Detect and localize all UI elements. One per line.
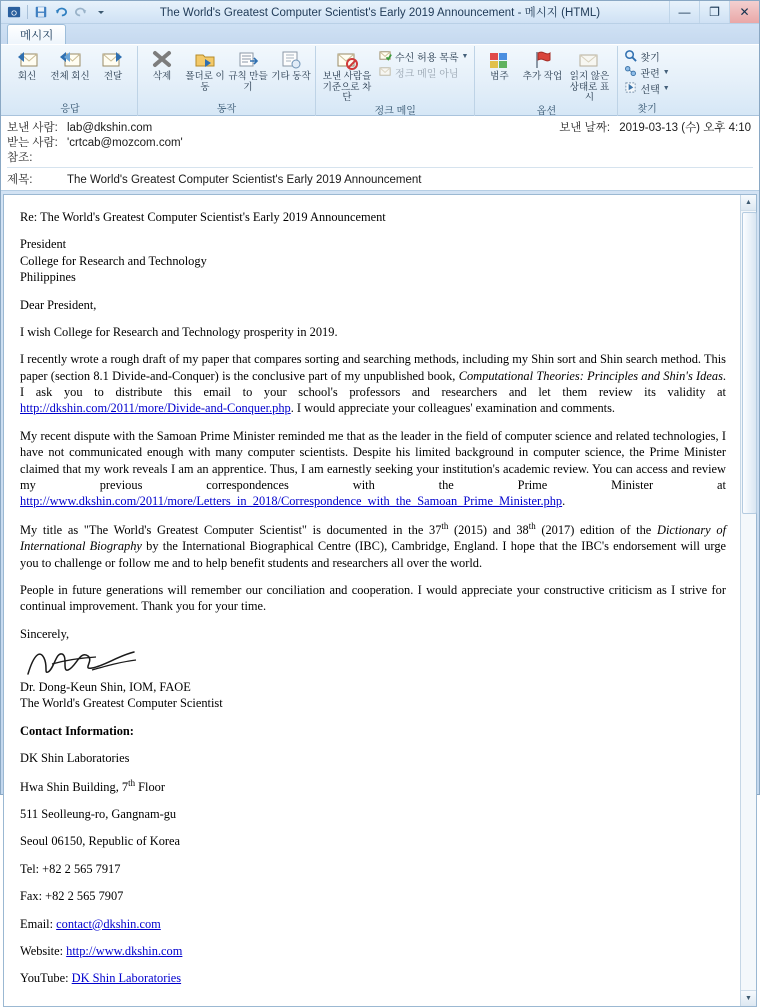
ribbon	[1, 44, 759, 116]
safe-lists-label: 수신 허용 목록	[395, 53, 459, 64]
select-button[interactable]	[621, 81, 672, 96]
handwritten-signature	[22, 644, 726, 678]
sent-date-value: 2019-03-13 (수) 오후 4:10	[619, 122, 751, 134]
minimize-button[interactable]: —	[669, 1, 699, 23]
paragraph-3-text-c: (2017) edition of the	[535, 522, 657, 537]
chevron-down-icon[interactable]: ▼	[662, 69, 670, 76]
closing: Sincerely,	[20, 626, 70, 641]
reply-all-button[interactable]	[49, 48, 91, 84]
categorize-label: 범주	[490, 71, 509, 82]
contact-heading: Contact Information:	[20, 723, 134, 738]
contact-website	[20, 943, 726, 959]
junk-small-buttons	[376, 48, 471, 80]
chevron-down-icon[interactable]: ▼	[461, 53, 469, 60]
contact-email	[20, 916, 726, 932]
contact-building-post: Floor	[135, 779, 165, 794]
follow-up-icon	[530, 49, 554, 71]
sent-date	[559, 119, 751, 135]
website-link[interactable]: http://www.dkshin.com	[66, 943, 183, 958]
ordinal-suffix-37: th	[441, 520, 449, 531]
to-row	[7, 134, 753, 149]
subject-value: The World's Greatest Computer Scientist's Early 2019 Announcement	[67, 174, 422, 186]
window-title: The World's Greatest Computer Scientist's Early 2019 Announcement - 메시지 (HTML)	[159, 7, 601, 19]
ribbon-tab-strip	[1, 24, 759, 44]
address-line-2: College for Research and Technology	[20, 253, 207, 268]
website-label: Website:	[20, 943, 67, 958]
forward-button[interactable]	[92, 48, 134, 84]
subject-row	[7, 171, 753, 186]
reply-button[interactable]	[6, 48, 48, 84]
subject-label: 제목:	[7, 174, 33, 186]
group-label-options: 옵션	[536, 105, 557, 117]
maximize-button[interactable]: ❐	[699, 1, 729, 23]
move-to-folder-button[interactable]	[184, 48, 226, 94]
paragraph-2	[20, 428, 726, 510]
find-icon	[624, 49, 637, 65]
paragraph-3	[20, 521, 726, 571]
quick-access-toolbar	[5, 3, 110, 21]
reply-all-label: 전체 회신	[50, 71, 90, 82]
delete-label: 삭제	[152, 71, 172, 82]
follow-up-button[interactable]	[521, 48, 563, 84]
dictionary-title: Dictionary of International Biography	[20, 522, 727, 554]
redo-icon[interactable]	[72, 3, 90, 21]
scroll-up-button[interactable]: ▲	[741, 195, 756, 211]
from-value[interactable]: lab@dkshin.com	[67, 122, 153, 134]
message-body-area	[3, 194, 757, 1007]
related-label: 관련	[640, 69, 660, 80]
title-bar	[1, 1, 759, 24]
youtube-link[interactable]: DK Shin Laboratories	[71, 971, 182, 986]
save-icon[interactable]	[32, 3, 50, 21]
sent-date-label: 보낸 날짜:	[559, 122, 611, 134]
contact-tel: Tel: +82 2 565 7917	[20, 861, 121, 876]
signer-name: Dr. Dong-Keun Shin, IOM, FAOE	[20, 680, 191, 694]
select-label: 선택	[640, 85, 660, 96]
scrollbar-track[interactable]	[741, 211, 756, 990]
move-folder-label: 폴더로 이동	[185, 71, 225, 93]
message-body[interactable]	[4, 195, 740, 1006]
reply-label: 회신	[17, 71, 37, 82]
create-rule-button[interactable]	[227, 48, 269, 94]
salutation: Dear President,	[20, 297, 97, 312]
contact-youtube	[20, 970, 726, 986]
categorize-button[interactable]	[478, 48, 520, 84]
email-link[interactable]: contact@dkshin.com	[56, 916, 161, 931]
outlook-logo-icon	[5, 3, 23, 21]
contact-building	[20, 778, 726, 796]
chevron-down-icon[interactable]	[92, 3, 110, 21]
group-label-find: 찾기	[637, 104, 657, 115]
delete-button[interactable]	[141, 48, 183, 84]
other-actions-button[interactable]	[270, 48, 312, 84]
cc-row	[7, 149, 753, 164]
forward-icon	[101, 49, 125, 71]
scroll-down-button[interactable]: ▼	[741, 990, 756, 1006]
reply-icon	[15, 49, 39, 71]
group-label-respond: 응답	[60, 104, 80, 115]
address-line-1: President	[20, 237, 67, 252]
delete-icon	[150, 49, 174, 71]
contact-fax: Fax: +82 2 565 7907	[20, 889, 124, 904]
chevron-down-icon[interactable]: ▼	[662, 85, 670, 92]
undo-icon[interactable]	[52, 3, 70, 21]
select-icon	[624, 81, 637, 97]
paragraph-2-text-a: My recent dispute with the Samoan Prime Minister reminded me that as the leader in the field of computer science and related technologies, I have not communicated enough with many computer scientists. Despite his limited background in computer science, the Prime Minister claimed that my work reveals I am an apprentice. Thus, I am earnestly seeking your institution's academic review. You can access and review my previous correspondences with the Prime Minister at	[20, 428, 726, 492]
svg-text:O: O	[10, 7, 17, 17]
ribbon-group-find	[618, 46, 675, 116]
divide-and-conquer-link[interactable]: http://dkshin.com/2011/more/Divide-and-Conquer.php	[20, 401, 291, 416]
paragraph-3-text-b: (2015) and 38	[448, 522, 529, 537]
body-subject-line: Re: The World's Greatest Computer Scientist's Early 2019 Announcement	[20, 210, 386, 224]
block-sender-button[interactable]	[319, 48, 375, 105]
cc-label: 참조:	[7, 152, 33, 164]
paragraph-2-text-b: .	[562, 494, 566, 509]
ribbon-group-actions	[138, 46, 316, 116]
message-header	[1, 116, 759, 191]
categorize-icon	[487, 49, 511, 71]
paragraph-1-text-c: . I would appreciate your colleagues' examination and comments.	[290, 401, 616, 416]
related-button[interactable]	[621, 65, 672, 80]
reply-all-icon	[58, 49, 82, 71]
mark-unread-icon	[577, 49, 601, 71]
group-label-actions: 동작	[216, 104, 237, 115]
forward-label: 전달	[103, 71, 123, 82]
other-actions-label: 기타 동작	[271, 71, 311, 82]
address-line-3: Philippines	[20, 270, 76, 285]
safe-lists-icon	[379, 49, 392, 65]
mark-unread-label: 읽지 않은 상태로 표시	[569, 71, 610, 103]
wish-paragraph: I wish College for Research and Technology prosperity in 2019.	[20, 324, 338, 339]
contact-building-pre: Hwa Shin Building, 7	[20, 779, 129, 794]
find-button[interactable]	[621, 49, 672, 64]
find-label: 찾기	[640, 53, 660, 64]
move-folder-icon	[193, 49, 217, 71]
correspondence-link[interactable]: http://www.dkshin.com/2011/more/Letters_in_2018/Correspondence_with_the_Samoan_Prime_Minister.php	[20, 494, 563, 509]
signer-title: The World's Greatest Computer Scientist	[20, 696, 223, 711]
paragraph-1-text-b: . I ask you to distribute this email to your school's professors and researchers and let them review its validity at	[20, 368, 727, 399]
contact-org: DK Shin Laboratories	[20, 751, 130, 766]
follow-up-label: 추가 작업	[522, 71, 563, 82]
ribbon-group-options	[475, 46, 618, 116]
not-junk-label: 정크 메일 아님	[395, 69, 459, 80]
paragraph-1-text-a: I recently wrote a rough draft of my paper that compares sorting and searching methods, including my Shin sort and Shin search method. This paper (section 8.1 Divide-and-Conquer) is the conclusive part of my unpublished book,	[20, 352, 726, 383]
book-title: Computational Theories: Principles and Shin's Ideas	[458, 368, 723, 383]
paragraph-1	[20, 351, 726, 417]
scrollbar-thumb[interactable]	[742, 212, 757, 514]
recipient-address	[20, 236, 726, 285]
body-scrollbar[interactable]	[740, 195, 756, 1006]
rules-icon	[236, 49, 260, 71]
rules-label: 규칙 만들기	[228, 71, 268, 93]
paragraph-3-text-d: by the International Biographical Centre (IBC), Cambridge, England. I hope that the IBC's endorsement will urge you to challenge or follow me and to help benefit students and researchers all over the world.	[20, 539, 727, 570]
group-label-junk: 정크 메일	[374, 105, 416, 117]
window-controls	[669, 1, 759, 23]
other-actions-icon	[279, 49, 303, 71]
close-button[interactable]: ✕	[729, 1, 759, 23]
safe-lists-button[interactable]	[376, 49, 471, 64]
tab-message[interactable]: 메시지	[7, 24, 66, 44]
to-value[interactable]: 'crtcab@mozcom.com'	[67, 137, 183, 149]
related-icon	[624, 65, 637, 81]
qat-divider	[27, 5, 28, 19]
header-divider	[7, 167, 753, 168]
from-label: 보낸 사람:	[7, 122, 58, 134]
contact-street: 511 Seolleung-ro, Gangnam-gu	[20, 807, 177, 821]
contact-city: Seoul 06150, Republic of Korea	[20, 834, 181, 849]
find-small-buttons	[621, 48, 672, 96]
ribbon-group-respond	[3, 46, 138, 116]
paragraph-3-text-a: My title as "The World's Greatest Computer Scientist" is documented in the 37	[20, 522, 442, 537]
not-junk-button[interactable]	[376, 65, 471, 80]
paragraph-4: People in future generations will remember our conciliation and cooperation. I would appreciate your constructive criticism as I strive for continual improvement. Thank you for your time.	[20, 582, 726, 614]
ordinal-suffix-38: th	[528, 520, 536, 531]
ribbon-group-junk	[316, 46, 475, 116]
not-junk-icon	[379, 65, 392, 81]
block-sender-icon	[335, 49, 359, 71]
block-sender-label: 보낸 사람을 기준으로 차단	[322, 71, 372, 103]
youtube-label: YouTube:	[20, 971, 72, 986]
mark-unread-button[interactable]	[564, 48, 614, 105]
floor-ordinal-suffix: th	[128, 777, 136, 788]
email-label: Email:	[20, 916, 57, 931]
to-label: 받는 사람:	[7, 137, 58, 149]
